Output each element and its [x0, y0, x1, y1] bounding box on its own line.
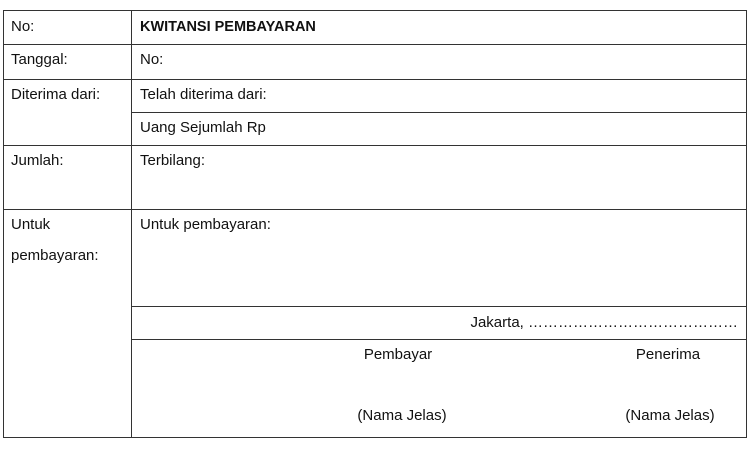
- label-no: No:: [11, 18, 35, 35]
- content-divider: [131, 306, 746, 307]
- signature-penerima-name: (Nama Jelas): [625, 407, 715, 424]
- label-untuk: Untuk: [11, 216, 51, 233]
- label-pembayaran: pembayaran:: [11, 247, 99, 264]
- row-divider: [4, 79, 746, 80]
- field-telah-diterima: Telah diterima dari:: [140, 86, 267, 103]
- receipt-title: KWITANSI PEMBAYARAN: [140, 19, 316, 35]
- field-no: No:: [140, 51, 164, 68]
- label-tanggal: Tanggal:: [11, 51, 68, 68]
- content-divider: [131, 112, 746, 113]
- field-uang-sejumlah: Uang Sejumlah Rp: [140, 119, 266, 136]
- row-divider: [4, 44, 746, 45]
- label-jumlah: Jumlah:: [11, 152, 64, 169]
- column-divider: [131, 11, 132, 437]
- row-divider: [4, 209, 746, 210]
- row-divider: [4, 145, 746, 146]
- label-diterima-dari: Diterima dari:: [11, 86, 101, 103]
- field-terbilang: Terbilang:: [140, 152, 206, 169]
- signature-pembayar-name: (Nama Jelas): [357, 407, 447, 424]
- field-jakarta-date: Jakarta, ……………………………………: [470, 314, 738, 331]
- content-divider: [131, 339, 746, 340]
- field-untuk-pembayaran: Untuk pembayaran:: [140, 216, 271, 233]
- receipt-form: [3, 10, 747, 438]
- signature-pembayar-label: Pembayar: [363, 346, 433, 363]
- signature-penerima-label: Penerima: [635, 346, 701, 363]
